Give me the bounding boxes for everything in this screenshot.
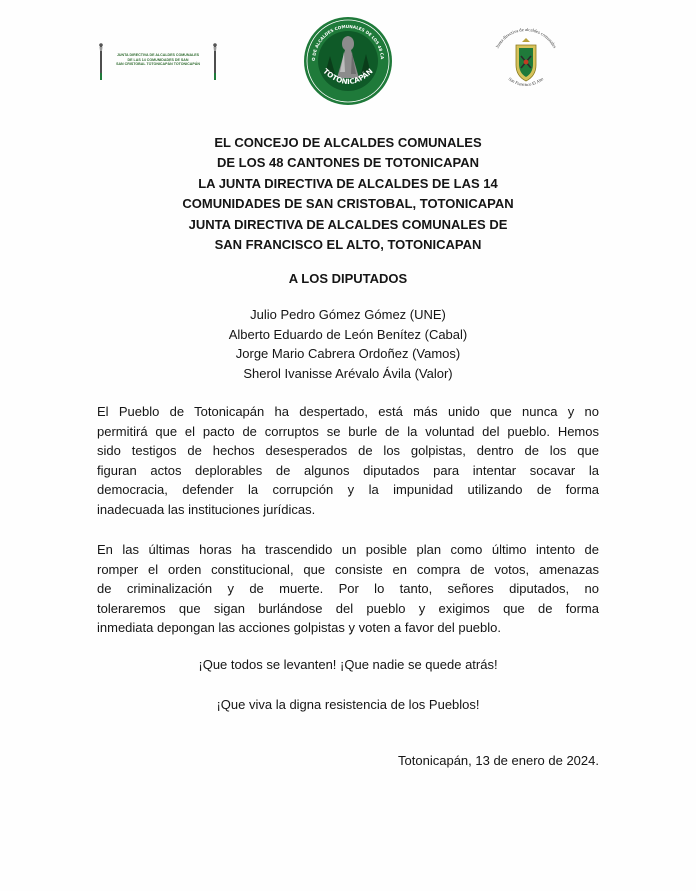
concejo-alcaldes-seal <box>303 12 393 110</box>
paragraph-line: permitirá que el pacto de corruptos se burle de la voluntad del pueblo. Hemos <box>97 423 599 439</box>
paragraph-line: toleraremos que sigan burlándose del pueblo y exigimos que de forma <box>97 600 599 616</box>
left-logo-line: DE LAS 14 COMUNIDADES DE SAN <box>127 57 189 62</box>
heading-line: COMUNIDADES DE SAN CRISTOBAL, TOTONICAPAN <box>182 196 514 212</box>
paragraph-line: El Pueblo de Totonicapán ha despertado, está más unido que nunca y no <box>97 404 599 419</box>
right-seal-bottom-text: San Francisco El Alto <box>507 76 545 88</box>
deputies-list <box>100 305 596 383</box>
paragraph-line: romper el orden constitucional, que consiste en compra de votos, amenazas <box>97 561 599 577</box>
right-seal-top-text: Junta directiva de alcaldes comunales <box>494 28 558 49</box>
junta-san-cristobal-logo <box>96 42 220 82</box>
paragraph-line: En las últimas horas ha trascendido un posible plan como último intento de <box>97 542 599 557</box>
date-line: Totonicapán, 13 de enero de 2024. <box>398 753 599 768</box>
heading-line: LA JUNTA DIRECTIVA DE ALCALDES DE LAS 14 <box>198 175 498 191</box>
left-logo-line: SAN CRISTOBAL TOTONICAPÁN TOTONICAPÁN <box>116 62 200 67</box>
paragraph-line: de criminalización y de muerte. Por lo tanto, señores diputados, no <box>97 581 599 597</box>
deputy-name: Alberto Eduardo de León Benítez (Cabal) <box>228 326 468 342</box>
heading-line: EL CONCEJO DE ALCALDES COMUNALES <box>214 135 482 150</box>
left-logo-line: JUNTA DIRECTIVA DE ALCALDES COMUNALES <box>116 53 200 57</box>
totonicapan-seal-icon <box>303 12 393 110</box>
deputy-name: Jorge Mario Cabrera Ordoñez (Vamos) <box>235 346 461 362</box>
body-paragraph-2 <box>97 540 599 638</box>
slogan-line: ¡Que viva la digna resistencia de los Pueblos! <box>216 697 480 712</box>
left-logo-text <box>106 53 210 67</box>
seal-name: TOTONICAPÁN <box>321 66 375 87</box>
document-heading <box>100 133 596 255</box>
heading-line: DE LOS 48 CANTONES DE TOTONICAPAN <box>217 155 479 171</box>
san-francisco-seal-icon <box>486 28 566 96</box>
svg-text:CONCEJO DE ALCALDES COMUNALES: O DE ALCALDES COMUNALES DE LOS 48 CA <box>310 23 385 62</box>
paragraph-line: sido testigos de hechos desesperados de los golpistas, dentro de los que <box>97 443 599 459</box>
paragraph-line: inadecuada las instituciones jurídicas. <box>97 501 316 517</box>
paragraph-line: democracia, defender la corrupción y la impunidad utilizando de forma <box>97 482 599 498</box>
heading-line: JUNTA DIRECTIVA DE ALCALDES COMUNALES DE <box>188 216 508 232</box>
deputy-name: Sherol Ivanisse Arévalo Ávila (Valor) <box>243 365 453 381</box>
deputy-name: Julio Pedro Gómez Gómez (UNE) <box>250 307 446 322</box>
addressee-line: A LOS DIPUTADOS <box>288 271 408 286</box>
body-paragraph-1 <box>97 402 599 520</box>
slogan-line: ¡Que todos se levanten! ¡Que nadie se quede atrás! <box>198 657 498 672</box>
paragraph-line: figuran actos deplorables de algunos diputados para intentar socavar la <box>97 462 599 478</box>
heading-line: SAN FRANCISCO EL ALTO, TOTONICAPAN <box>214 237 482 253</box>
san-francisco-el-alto-seal <box>486 28 566 96</box>
paragraph-line: inmediata depongan las acciones golpistas y voten a favor del pueblo. <box>97 620 501 636</box>
